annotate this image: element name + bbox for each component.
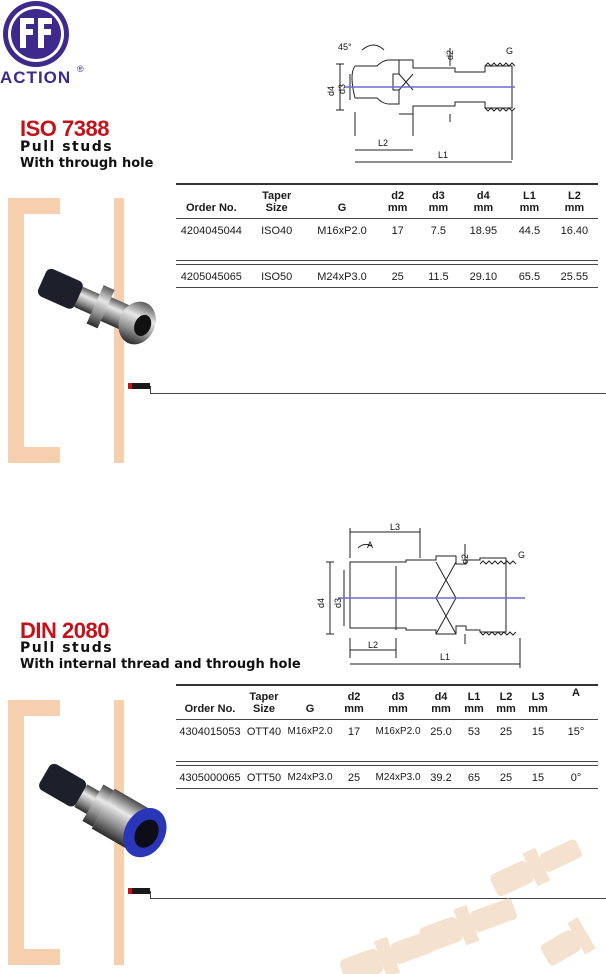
din-section-marker <box>128 888 150 894</box>
din-frame-top <box>8 700 60 716</box>
iso-header-l1: L1 mm <box>519 190 540 214</box>
iso-l1-label: L1 <box>438 150 449 160</box>
table-row: 4305000065 OTT50 M24xP3.0 25 M24xP3.0 39.2 65 25 15 0° <box>179 771 582 784</box>
iso-table-header <box>176 186 598 214</box>
din-header-l2: L2 mm <box>496 691 516 715</box>
din-header-g: G <box>305 703 315 715</box>
watermark-pull-studs <box>330 830 606 974</box>
din-d3-label: d3 <box>333 597 343 608</box>
din-header-a: A <box>572 687 580 699</box>
din-header-order: Order No. <box>184 703 236 715</box>
iso-d3-label: d3 <box>337 83 347 94</box>
iso-pull-stud-photo <box>30 258 170 368</box>
din-g-label: G <box>518 550 526 560</box>
brand-name: ACTION <box>0 68 72 87</box>
iso-header-order: Order No. <box>185 202 237 214</box>
iso-frame-top <box>8 198 60 214</box>
din-title: DIN 2080 <box>20 618 109 643</box>
iso-title: ISO 7388 <box>20 116 109 141</box>
iso-angle-label: 45° <box>338 42 352 52</box>
iso-spec-table <box>176 186 598 288</box>
brand-logo <box>0 0 90 90</box>
din-spec-table <box>176 687 598 789</box>
iso-header-d2: d2 mm <box>387 190 408 214</box>
iso-l2-label: L2 <box>378 138 389 148</box>
din-header-l1: L1 mm <box>464 691 484 715</box>
din-header-l3: L3 mm <box>528 691 548 715</box>
iso-header-taper: Taper Size <box>262 190 292 214</box>
din-d4-label: d4 <box>316 597 326 608</box>
din-header-d4: d4 mm <box>431 691 451 715</box>
din-table-top-rule <box>176 684 598 686</box>
din-d2-label: d2 <box>460 553 470 564</box>
din-header-d2: d2 mm <box>344 691 364 715</box>
iso-g-label: G <box>506 46 514 56</box>
iso-header-d3: d3 mm <box>428 190 449 214</box>
din-header-taper: Taper Size <box>249 691 279 715</box>
din-description: With internal thread and through hole <box>20 657 301 672</box>
action-logo-icon <box>0 0 72 70</box>
iso-section-rule <box>150 393 606 394</box>
din-subtitle: Pull studs <box>20 640 114 656</box>
table-row: 4205045065 ISO50 M24xP3.0 25 11.5 29.10 65.5 25.55 <box>180 270 589 283</box>
iso-header-g: G <box>337 202 347 214</box>
iso-frame-band <box>8 198 24 463</box>
iso-section-rule-join <box>150 386 151 394</box>
table-row: 4304015053 OTT40 M16xP2.0 17 M16xP2.0 25.0 53 25 15 15° <box>179 725 585 738</box>
din-table-header <box>176 687 598 715</box>
din-pull-stud-photo <box>26 756 186 876</box>
din-frame-band <box>8 700 24 965</box>
iso-d2-label: d2 <box>445 49 455 60</box>
iso-d4-label: d4 <box>326 85 336 96</box>
din-l2-label: L2 <box>368 640 379 650</box>
din-l1-label: L1 <box>440 652 451 662</box>
din-dimension-drawing <box>310 518 540 673</box>
iso-header-d4: d4 mm <box>473 190 494 214</box>
din-section-rule-join <box>150 891 151 899</box>
iso-table-top-rule <box>176 183 598 185</box>
iso-description: With through hole <box>20 156 154 171</box>
iso-frame-bottom <box>8 447 60 463</box>
iso-header-l2: L2 mm <box>564 190 585 214</box>
din-header-d3: d3 mm <box>388 691 408 715</box>
din-a-label: A <box>367 540 374 550</box>
table-row: 4204045044 ISO40 M16xP2.0 17 7.5 18.95 44.5 16.40 <box>180 224 589 237</box>
din-l3-label: L3 <box>390 522 401 532</box>
registered-mark: ® <box>77 64 84 74</box>
iso-subtitle: Pull studs <box>20 139 114 155</box>
din-frame-bottom <box>8 949 60 965</box>
iso-dimension-drawing <box>310 28 530 168</box>
iso-section-marker <box>128 383 150 389</box>
